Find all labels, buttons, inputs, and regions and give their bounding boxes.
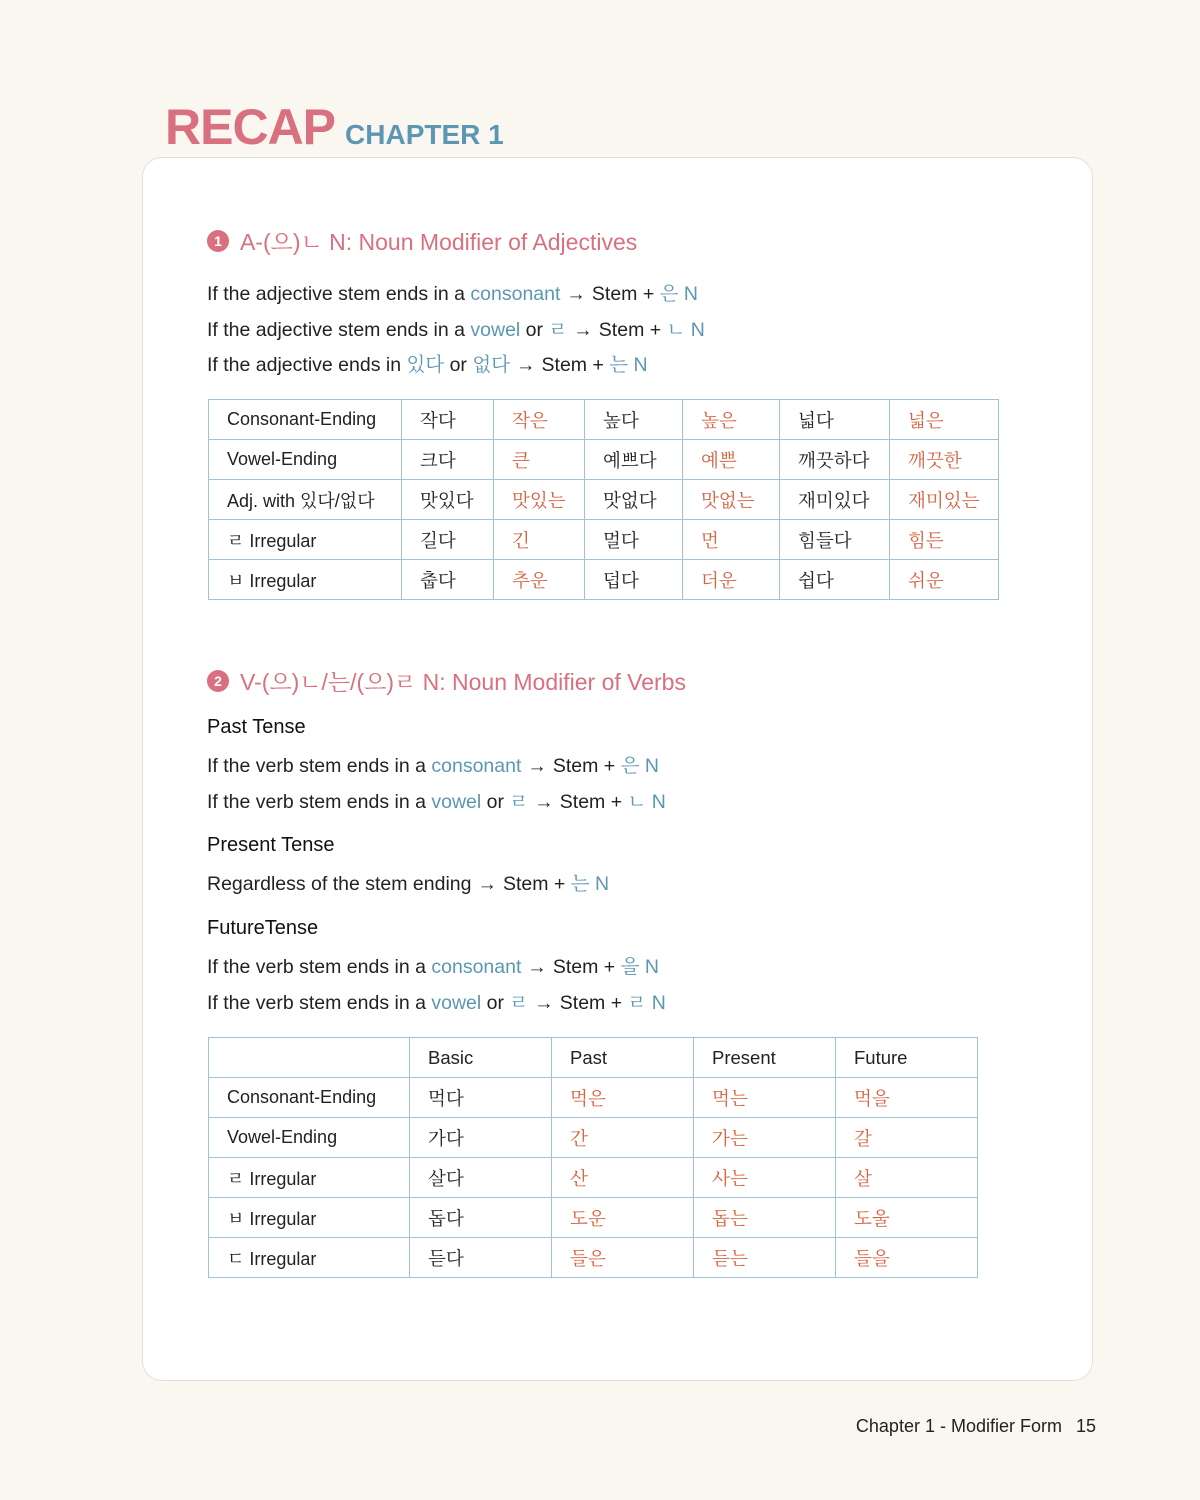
row-label: Vowel-Ending	[209, 1118, 410, 1158]
present-tense-title: Present Tense	[207, 834, 335, 856]
rule-text: If the verb stem ends in a	[207, 992, 432, 1014]
table-cell: 덥다	[585, 560, 683, 600]
arrow-icon: →	[527, 956, 547, 978]
table-cell: 산	[552, 1158, 694, 1198]
table-cell: 힘든	[890, 520, 999, 560]
table-cell: 먹은	[552, 1078, 694, 1118]
table-cell: 넓은	[890, 400, 999, 440]
rule-keyword: consonant	[431, 956, 522, 978]
recap-card	[142, 157, 1093, 1381]
table-cell: 들을	[836, 1238, 978, 1278]
row-label: ㄹ Irregular	[209, 520, 402, 560]
table-cell: 멀다	[585, 520, 683, 560]
rule-stem: Stem +	[552, 755, 621, 777]
rule-suffix: ㄴ N	[666, 319, 705, 341]
arrow-icon: →	[534, 992, 554, 1014]
rule-stem: Stem +	[559, 992, 628, 1014]
title-recap: RECAP	[165, 99, 336, 155]
table-cell: 간	[552, 1118, 694, 1158]
past-tense-title: Past Tense	[207, 716, 306, 738]
table-cell: 듣는	[694, 1238, 836, 1278]
table-cell: 먹을	[836, 1078, 978, 1118]
rule-stem: Stem +	[591, 283, 660, 305]
table-header-row	[209, 1038, 978, 1078]
page-footer	[856, 1416, 1096, 1437]
future-rule-2	[207, 987, 666, 1015]
table-cell: 도울	[836, 1198, 978, 1238]
rule-text: If the adjective ends in	[207, 354, 407, 376]
table-cell: 살다	[410, 1158, 552, 1198]
table-cell: 가는	[694, 1118, 836, 1158]
section2-heading	[207, 664, 686, 697]
row-label: ㄷ Irregular	[209, 1238, 410, 1278]
rule-keyword: consonant	[470, 283, 561, 305]
arrow-icon: →	[566, 283, 586, 305]
adj-rule-1	[207, 278, 698, 306]
table-cell: 크다	[402, 440, 494, 480]
rule-suffix: ㄹ N	[627, 992, 666, 1014]
rule-connector: or	[481, 992, 510, 1014]
adj-rule-2	[207, 314, 705, 342]
table-cell: 먹다	[410, 1078, 552, 1118]
section1-number-badge: 1	[207, 230, 229, 252]
past-rule-1	[207, 750, 659, 778]
footer-chapter-label: Chapter 1 - Modifier Form	[855, 1416, 1062, 1436]
table-cell: 맛없다	[585, 480, 683, 520]
table-cell: 맛없는	[683, 480, 780, 520]
rule-keyword: vowel	[470, 319, 521, 341]
adjective-table	[208, 399, 999, 600]
verb-table	[208, 1037, 978, 1278]
table-row	[209, 440, 999, 480]
rule-text: If the verb stem ends in a	[207, 755, 432, 777]
table-cell: 작은	[494, 400, 585, 440]
column-header: Basic	[410, 1038, 552, 1078]
rule-suffix: 은 N	[620, 755, 659, 777]
row-label: ㅂ Irregular	[209, 1198, 410, 1238]
row-label: ㄹ Irregular	[209, 1158, 410, 1198]
rule-connector: or	[444, 354, 473, 376]
table-row	[209, 1078, 978, 1118]
table-cell: 넓다	[780, 400, 890, 440]
page-title	[165, 98, 504, 156]
arrow-icon: →	[573, 319, 593, 341]
rule-suffix: ㄴ N	[627, 791, 666, 813]
arrow-icon: →	[477, 873, 497, 895]
rule-stem: Stem +	[559, 791, 628, 813]
table-row	[209, 1118, 978, 1158]
table-cell: 먹는	[694, 1078, 836, 1118]
page-number: 15	[1075, 1416, 1096, 1436]
table-row	[209, 560, 999, 600]
table-cell: 맛있는	[494, 480, 585, 520]
rule-text: If the adjective stem ends in a	[207, 319, 471, 341]
table-cell: 힘들다	[780, 520, 890, 560]
table-cell: 쉽다	[780, 560, 890, 600]
title-chapter: CHAPTER 1	[345, 119, 504, 150]
table-row	[209, 400, 999, 440]
section1-title: A-(으)ㄴ N: Noun Modifier of Adjectives	[240, 229, 638, 255]
rule-connector: or	[481, 791, 510, 813]
table-cell: 긴	[494, 520, 585, 560]
table-cell: 사는	[694, 1158, 836, 1198]
table-row	[209, 1198, 978, 1238]
table-cell: 큰	[494, 440, 585, 480]
rule-keyword: vowel	[431, 791, 482, 813]
table-cell: 도운	[552, 1198, 694, 1238]
table-cell: 깨끗하다	[780, 440, 890, 480]
rule-text: If the verb stem ends in a	[207, 791, 432, 813]
table-cell: 갈	[836, 1118, 978, 1158]
table-cell: 쉬운	[890, 560, 999, 600]
table-cell: 높다	[585, 400, 683, 440]
rule-suffix: 은 N	[659, 283, 698, 305]
table-cell: 재미있다	[780, 480, 890, 520]
rule-keyword: vowel	[431, 992, 482, 1014]
table-cell: 가다	[410, 1118, 552, 1158]
past-rule-2	[207, 786, 666, 814]
table-cell: 높은	[683, 400, 780, 440]
rule-text: If the verb stem ends in a	[207, 956, 432, 978]
arrow-icon: →	[516, 354, 536, 376]
table-row	[209, 480, 999, 520]
future-rule-1	[207, 951, 659, 979]
rule-suffix: 는 N	[609, 354, 648, 376]
present-rule	[207, 868, 609, 896]
table-cell: 작다	[402, 400, 494, 440]
column-header: Future	[836, 1038, 978, 1078]
table-cell: 춥다	[402, 560, 494, 600]
table-cell: 추운	[494, 560, 585, 600]
row-label: Vowel-Ending	[209, 440, 402, 480]
rule-suffix: 을 N	[620, 956, 659, 978]
table-cell: 길다	[402, 520, 494, 560]
rule-text: Regardless of the stem ending	[207, 873, 472, 895]
rule-keyword: 있다	[406, 354, 445, 376]
table-cell: 깨끗한	[890, 440, 999, 480]
row-label: Consonant-Ending	[209, 400, 402, 440]
table-cell: 맛있다	[402, 480, 494, 520]
row-label: ㅂ Irregular	[209, 560, 402, 600]
arrow-icon: →	[534, 791, 554, 813]
future-tense-title: FutureTense	[207, 917, 319, 939]
rule-stem: Stem +	[598, 319, 667, 341]
column-header	[209, 1038, 410, 1078]
table-cell: 돕는	[694, 1198, 836, 1238]
section2-title: V-(으)ㄴ/는/(으)ㄹ N: Noun Modifier of Verbs	[240, 669, 686, 695]
table-cell: 재미있는	[890, 480, 999, 520]
section2-number-badge: 2	[207, 670, 229, 692]
table-row	[209, 1158, 978, 1198]
rule-suffix: 는 N	[570, 873, 610, 895]
table-cell: 돕다	[410, 1198, 552, 1238]
rule-keyword: consonant	[431, 755, 522, 777]
table-cell: 더운	[683, 560, 780, 600]
table-cell: 듣다	[410, 1238, 552, 1278]
arrow-icon: →	[527, 755, 547, 777]
rule-keyword-2: ㄹ	[509, 992, 529, 1014]
rule-stem: Stem +	[503, 873, 571, 895]
column-header: Present	[694, 1038, 836, 1078]
table-cell: 예쁜	[683, 440, 780, 480]
rule-keyword-2: ㄹ	[509, 791, 529, 813]
rule-keyword-2: 없다	[472, 354, 511, 376]
section1-heading	[207, 224, 637, 257]
rule-connector: or	[520, 319, 549, 341]
table-row	[209, 520, 999, 560]
table-cell: 살	[836, 1158, 978, 1198]
table-cell: 먼	[683, 520, 780, 560]
row-label: Adj. with 있다/없다	[209, 480, 402, 520]
adj-rule-3	[207, 349, 648, 377]
rule-text: If the adjective stem ends in a	[207, 283, 471, 305]
row-label: Consonant-Ending	[209, 1078, 410, 1118]
column-header: Past	[552, 1038, 694, 1078]
table-cell: 예쁘다	[585, 440, 683, 480]
table-cell: 들은	[552, 1238, 694, 1278]
rule-stem: Stem +	[552, 956, 621, 978]
table-row	[209, 1238, 978, 1278]
rule-keyword-2: ㄹ	[548, 319, 568, 341]
rule-stem: Stem +	[541, 354, 610, 376]
